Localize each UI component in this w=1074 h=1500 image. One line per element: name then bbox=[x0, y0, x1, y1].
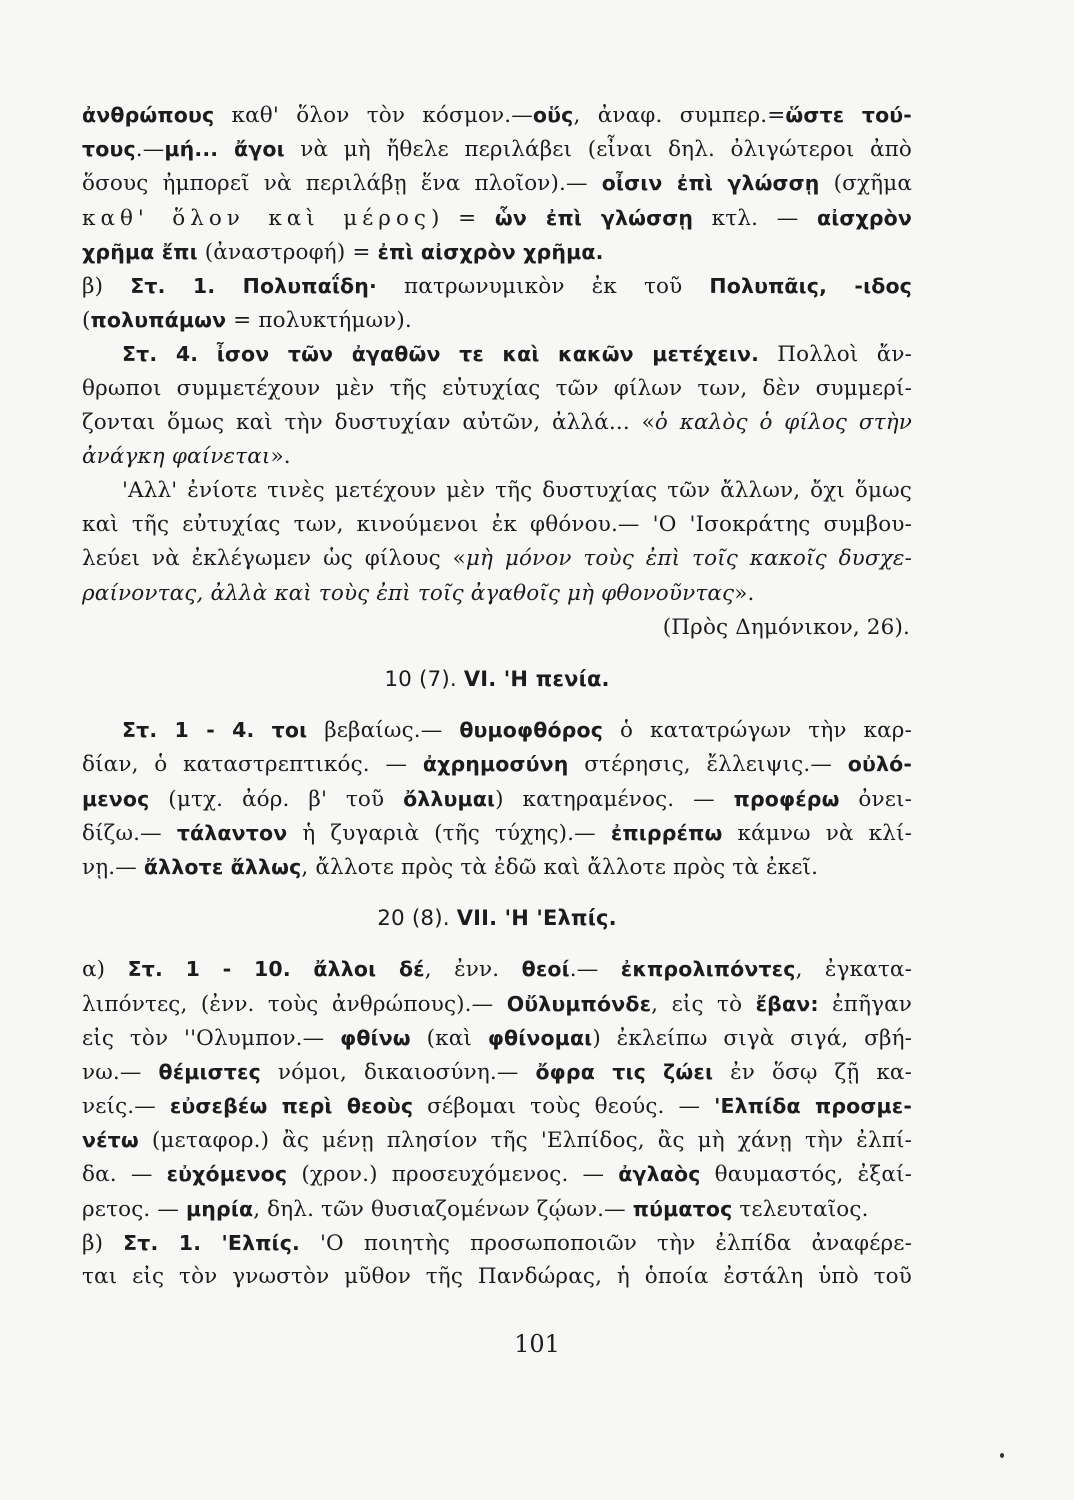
text-run: = πολυκτήμων). bbox=[226, 308, 412, 334]
italic-quote: μὴ μόνον τοὺς ἐπὶ τοῖς κακοῖς δυσχε- bbox=[465, 546, 912, 572]
text-run: σέβομαι τοὺς θεούς. — bbox=[413, 1094, 715, 1120]
text-run: (μτχ. ἀόρ. β' τοῦ bbox=[149, 786, 404, 812]
text-line bbox=[82, 440, 912, 474]
bold-term: Στ. 1. Πολυπαΐδη· bbox=[130, 273, 377, 298]
bold-term: προφέρω bbox=[733, 786, 840, 811]
section-gap bbox=[82, 645, 912, 662]
text-run: δίζω.— bbox=[82, 820, 177, 846]
text-run: νῃ.— bbox=[82, 854, 144, 880]
text-line bbox=[82, 337, 912, 371]
text-run: ». bbox=[734, 580, 755, 606]
bold-term: 'Ελπίδα προσμε- bbox=[714, 1094, 912, 1119]
text-run: .— bbox=[135, 137, 165, 163]
bold-term: ἐκπρολιπόντες bbox=[620, 957, 796, 982]
text-line bbox=[82, 577, 912, 611]
text-run: νείς.— bbox=[82, 1094, 170, 1120]
text-run: ται εἰς τὸν γνωστὸν μῦθον τῆς Πανδώρας, ἡ ὁποία ἐστάλη ὑπὸ τοῦ bbox=[82, 1264, 912, 1289]
bold-term: Πολυπᾶις, -ιδος bbox=[709, 273, 912, 298]
text-line bbox=[82, 747, 912, 781]
bold-term: τους bbox=[82, 137, 136, 162]
text-run: ὅσους ἠμπορεῖ νὰ περιλάβῃ ἕνα πλοῖον).— bbox=[82, 171, 602, 197]
bold-term: ὥστε τού- bbox=[785, 103, 912, 127]
text-line bbox=[82, 1157, 912, 1191]
text-run: ». bbox=[270, 443, 291, 469]
text-line bbox=[82, 713, 912, 747]
text-run: καθ' ὅλον καὶ μέρος bbox=[82, 205, 431, 231]
bold-term: αἰσχρὸν bbox=[816, 205, 913, 230]
bold-term: Στ. 1 - 4. τοι bbox=[122, 718, 308, 743]
bold-term: ἀχρημοσύνη bbox=[422, 752, 569, 777]
bold-term: πολυπάμων bbox=[90, 308, 227, 333]
bold-term: ἀγλαὸς bbox=[618, 1162, 701, 1187]
text-run: λεύει νὰ ἐκλέγωμεν ὡς φίλους « bbox=[82, 546, 466, 572]
text-run: νὰ μὴ ἤθελε περιλάβει (εἶναι δηλ. ὀλιγώτεροι ἀπὸ bbox=[284, 137, 912, 163]
print-speck bbox=[1000, 1453, 1004, 1458]
text-run: νόμοι, δικαιοσύνη.— bbox=[260, 1059, 536, 1085]
section-gap bbox=[82, 696, 912, 713]
bold-term: μή... ἄγοι bbox=[164, 137, 285, 162]
text-line bbox=[82, 1192, 912, 1226]
text-run: ( bbox=[82, 308, 91, 334]
bold-term: Οὔλυμπόνδε bbox=[506, 991, 652, 1016]
section-gap bbox=[82, 884, 912, 901]
text-line bbox=[82, 235, 912, 269]
bold-term: μενος bbox=[82, 786, 150, 811]
bold-term: VII. 'Η 'Ελπίς. bbox=[456, 906, 617, 931]
text-run: Πολλοὶ ἄν- bbox=[759, 342, 912, 368]
text-run: ρετος. — bbox=[82, 1196, 187, 1222]
text-run: (χρον.) προσευχόμενος. — bbox=[287, 1162, 619, 1188]
text-line bbox=[82, 850, 912, 884]
text-run: κάμνω νὰ κλί- bbox=[722, 820, 913, 846]
bold-term: φθίνω bbox=[340, 1025, 411, 1050]
text-run: (ἀναστροφή) = bbox=[197, 239, 378, 265]
text-run: εἰς τὸν ''Ολυμπον.— bbox=[82, 1025, 341, 1051]
text-run: (καὶ bbox=[410, 1025, 488, 1051]
text-line bbox=[82, 1089, 912, 1123]
text-line bbox=[82, 987, 912, 1021]
text-run: β) bbox=[82, 273, 131, 299]
text-run: , ἐνν. bbox=[424, 957, 522, 983]
text-run: ὀνει- bbox=[839, 786, 912, 812]
text-run: ὁ κατατρώγων τὴν καρ- bbox=[603, 718, 912, 744]
text-line bbox=[82, 474, 912, 508]
text-run: θρωποι συμμετέχουν μὲν τῆς εὐτυχίας τῶν φίλων των, δὲν συμμερί- bbox=[82, 375, 912, 401]
text-line bbox=[82, 269, 912, 303]
text-run: ) = bbox=[430, 205, 495, 231]
bold-term: ὄφρα τις ζώει bbox=[535, 1059, 714, 1084]
text-line bbox=[82, 166, 912, 200]
text-run: καθ' ὅλον τὸν κόσμον.— bbox=[214, 103, 533, 128]
body-text bbox=[82, 98, 912, 1294]
bold-term: οὕς bbox=[532, 103, 574, 127]
text-line bbox=[82, 98, 912, 132]
text-line bbox=[82, 372, 912, 406]
bold-term: VI. 'Η πενία. bbox=[463, 667, 610, 691]
bold-term: Στ. 1 - 10. ἄλλοι δέ bbox=[127, 957, 425, 982]
text-line bbox=[82, 901, 912, 935]
text-run: ἡ ζυγαριὰ (τῆς τύχης).— bbox=[287, 820, 611, 846]
page-number: 101 bbox=[514, 1330, 560, 1358]
text-line bbox=[82, 1055, 912, 1089]
text-run: , ἀναφ. συμπερ.= bbox=[573, 103, 786, 128]
bold-term: οὐλό- bbox=[847, 752, 912, 777]
text-run: (σχῆμα bbox=[819, 171, 912, 197]
text-line bbox=[82, 542, 912, 576]
text-line bbox=[82, 952, 912, 986]
text-line bbox=[82, 611, 912, 645]
text-line bbox=[82, 782, 912, 816]
bold-term: μηρία bbox=[186, 1196, 254, 1221]
text-run: στέρησις, ἔλλειψις.— bbox=[568, 752, 848, 778]
text-line bbox=[82, 508, 912, 542]
text-run: 20 (8). bbox=[377, 906, 457, 932]
bold-term: πύματος bbox=[632, 1196, 733, 1221]
bold-term: Στ. 1. 'Ελπίς. bbox=[123, 1230, 300, 1255]
bold-term: τάλαντον bbox=[176, 820, 288, 845]
text-line bbox=[82, 1123, 912, 1157]
bold-term: ἔβαν: bbox=[755, 991, 819, 1016]
text-run: 'Ο ποιητὴς προσωποποιῶν τὴν ἐλπίδα ἀναφέρε- bbox=[299, 1230, 912, 1256]
text-run: 'Αλλ' ἐνίοτε τινὲς μετέχουν μὲν τῆς δυστυχίας τῶν ἄλλων, ὄχι ὅμως bbox=[122, 478, 912, 504]
text-run: λιπόντες, (ἐνν. τοὺς ἀνθρώπους).— bbox=[82, 991, 507, 1017]
text-line bbox=[82, 1260, 912, 1294]
text-run: (Πρὸς Δημόνικον, 26). bbox=[662, 614, 910, 640]
bold-term: ἐπιρρέπω bbox=[610, 820, 723, 845]
text-line bbox=[82, 1226, 912, 1260]
bold-term: ἀνθρώπους bbox=[82, 103, 215, 127]
text-run: β) bbox=[82, 1230, 124, 1256]
bold-term: Στ. 4. ἶσον τῶν ἀγαθῶν τε καὶ κακῶν μετέχειν. bbox=[122, 342, 760, 367]
bold-term: οἶσιν ἐπὶ γλώσσῃ bbox=[601, 171, 820, 196]
italic-quote: ὁ καλὸς ὁ φίλος στὴν bbox=[654, 409, 912, 435]
text-run: .— bbox=[569, 957, 621, 983]
bold-term: ἄλλοτε ἄλλως bbox=[143, 854, 302, 879]
text-line bbox=[82, 132, 912, 166]
bold-term: θέμιστες bbox=[158, 1059, 261, 1084]
italic-quote: ραίνοντας, ἀλλὰ καὶ τοὺς ἐπὶ τοῖς ἀγαθοῖς μὴ φθονοῦντας bbox=[82, 580, 735, 606]
bold-term: ἐπὶ αἰσχρὸν χρῆμα. bbox=[377, 239, 604, 264]
text-line bbox=[82, 201, 912, 235]
bold-term: θυμοφθόρος bbox=[459, 718, 604, 743]
bold-term: ὄλλυμαι bbox=[403, 786, 496, 811]
text-run: ἐπῆγαν bbox=[818, 991, 913, 1017]
section-gap bbox=[82, 935, 912, 952]
text-run: , ἄλλοτε πρὸς τὰ ἐδῶ καὶ ἄλλοτε πρὸς τὰ ἐκεῖ. bbox=[301, 854, 819, 880]
text-run: καὶ τῆς εὐτυχίας των, κινούμενοι ἐκ φθόνου.— 'Ο 'Ισοκράτης συμβου- bbox=[82, 512, 912, 538]
bold-term: εὐσεβέω περὶ θεοὺς bbox=[169, 1094, 414, 1119]
bold-term: φθίνομαι bbox=[487, 1025, 593, 1050]
text-run: βεβαίως.— bbox=[307, 718, 460, 744]
text-run: , εἰς τὸ bbox=[651, 991, 756, 1017]
bold-term: ὧν ἐπὶ γλώσσῃ bbox=[494, 205, 694, 230]
text-run: , δηλ. τῶν θυσιαζομένων ζῴων.— bbox=[253, 1196, 633, 1222]
text-run: , ἐγκατα- bbox=[795, 957, 912, 983]
italic-quote: ἀνάγκη φαίνεται bbox=[82, 443, 271, 469]
text-run: 10 (7). bbox=[384, 667, 464, 692]
text-line bbox=[82, 303, 912, 337]
text-run: ) κατηραμένος. — bbox=[495, 786, 734, 812]
text-run: πατρωνυμικὸν ἐκ τοῦ bbox=[376, 273, 710, 299]
text-run: δίαν, ὁ καταστρεπτικός. — bbox=[82, 752, 423, 778]
text-run: ) ἐκλείπω σιγὰ σιγά, σβή- bbox=[592, 1025, 913, 1051]
bold-term: εὐχόμενος bbox=[166, 1162, 288, 1187]
text-line bbox=[82, 816, 912, 850]
text-line bbox=[82, 662, 912, 696]
bold-term: θεοί bbox=[521, 957, 570, 982]
text-line bbox=[82, 1021, 912, 1055]
bold-term: χρῆμα ἔπι bbox=[82, 239, 198, 264]
text-run: θαυμαστός, ἐξαί- bbox=[700, 1162, 912, 1188]
text-line bbox=[82, 406, 912, 440]
text-run: κτλ. — bbox=[693, 205, 817, 231]
text-run: ζονται ὅμως καὶ τὴν δυστυχίαν αὐτῶν, ἀλλά... « bbox=[82, 409, 655, 435]
text-run: α) bbox=[82, 957, 128, 983]
text-run: (μεταφορ.) ἂς μένῃ πλησίον τῆς 'Ελπίδος, ἂς μὴ χάνῃ τὴν ἐλπί- bbox=[138, 1128, 912, 1154]
text-run: ἐν ὅσῳ ζῇ κα- bbox=[713, 1059, 912, 1085]
bold-term: νέτω bbox=[82, 1128, 139, 1153]
text-run: νω.— bbox=[82, 1059, 159, 1085]
text-run: δα. — bbox=[82, 1162, 167, 1188]
text-run: τελευταῖος. bbox=[732, 1196, 869, 1222]
